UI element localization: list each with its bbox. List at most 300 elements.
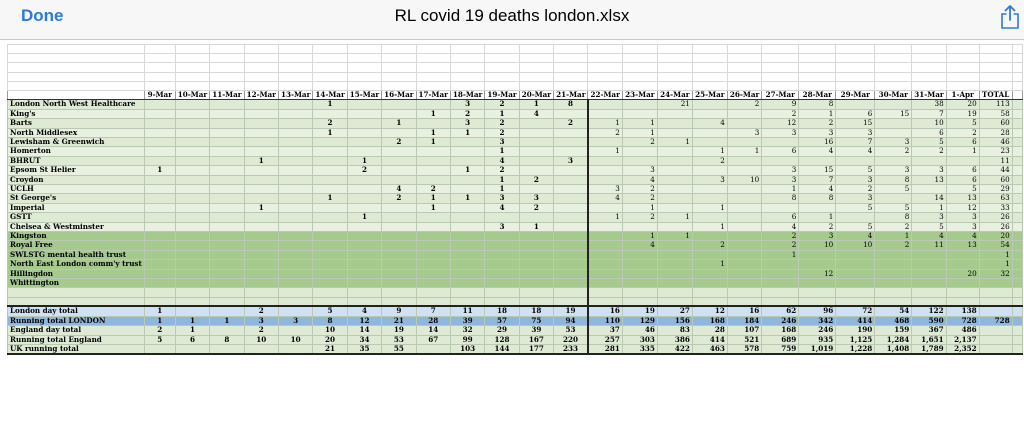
total-cell[interactable]: 19 [622,306,657,316]
total-cell[interactable]: 1,284 [875,335,912,344]
empty-cell[interactable] [144,54,175,63]
total-cell[interactable]: 3 [278,316,312,325]
empty-cell[interactable] [382,72,416,81]
total-cell[interactable] [278,326,312,335]
empty-cell[interactable] [175,288,209,297]
data-cell[interactable]: 2 [485,119,519,128]
data-cell[interactable]: 5 [946,185,979,194]
table-row[interactable] [8,241,1023,250]
total-cell[interactable]: 5 [144,335,175,344]
data-cell[interactable]: 1 [416,203,450,212]
empty-cell[interactable] [692,45,727,54]
total-cell[interactable]: 67 [416,335,450,344]
data-cell[interactable] [657,194,692,203]
data-cell[interactable] [692,100,727,109]
data-cell[interactable]: 1 [622,232,657,241]
total-cell[interactable]: 414 [836,316,875,325]
total-cell[interactable]: 53 [382,335,416,344]
data-cell[interactable] [554,269,588,278]
data-cell[interactable]: 11 [979,156,1012,165]
data-cell[interactable] [382,260,416,269]
data-cell[interactable] [519,250,553,259]
column-header[interactable]: 21-Mar [554,90,588,99]
data-cell[interactable] [799,260,836,269]
data-cell[interactable] [727,137,761,146]
total-cell[interactable]: 55 [382,344,416,354]
data-cell[interactable] [657,241,692,250]
data-cell[interactable] [727,156,761,165]
column-header[interactable] [1012,90,1022,99]
empty-cell[interactable] [175,297,209,306]
data-cell[interactable] [144,222,175,231]
total-cell[interactable]: 1,228 [836,344,875,354]
data-cell[interactable] [278,260,312,269]
row-label[interactable]: SWLSTG mental health trust [8,250,145,259]
empty-cell[interactable] [210,72,244,81]
total-cell[interactable]: 144 [485,344,519,354]
data-cell[interactable] [278,175,312,184]
column-header[interactable]: 12-Mar [244,90,278,99]
data-cell[interactable] [875,269,912,278]
data-cell[interactable]: 5 [875,203,912,212]
data-cell[interactable] [692,232,727,241]
data-cell[interactable]: 2 [692,156,727,165]
empty-cell[interactable] [622,63,657,72]
total-cell[interactable]: 99 [450,335,484,344]
data-cell[interactable]: 1 [416,194,450,203]
data-cell[interactable] [244,241,278,250]
data-cell[interactable]: 1 [347,213,381,222]
data-cell[interactable]: 3 [727,128,761,137]
total-label[interactable]: London day total [8,306,145,316]
data-cell[interactable] [278,137,312,146]
data-cell[interactable] [727,109,761,118]
data-cell[interactable] [1012,156,1022,165]
total-cell[interactable] [210,344,244,354]
table-row[interactable] [8,269,1023,278]
empty-cell[interactable] [946,63,979,72]
total-cell[interactable]: 122 [912,306,946,316]
data-cell[interactable] [416,119,450,128]
empty-cell[interactable] [485,288,519,297]
data-cell[interactable] [450,279,484,288]
data-cell[interactable]: 2 [450,109,484,118]
empty-cell[interactable] [416,81,450,90]
total-cell[interactable]: 18 [519,306,553,316]
data-cell[interactable] [554,185,588,194]
data-cell[interactable] [554,232,588,241]
empty-cell[interactable] [313,297,347,306]
data-cell[interactable]: 1 [657,213,692,222]
table-row[interactable] [8,137,1023,146]
total-cell[interactable] [144,344,175,354]
data-cell[interactable] [382,269,416,278]
total-cell[interactable]: 1,651 [912,335,946,344]
total-cell[interactable]: 2 [244,306,278,316]
empty-cell[interactable] [657,297,692,306]
data-cell[interactable]: 26 [979,213,1012,222]
data-cell[interactable] [210,241,244,250]
data-cell[interactable] [519,232,553,241]
data-cell[interactable] [313,147,347,156]
data-cell[interactable]: 15 [799,166,836,175]
data-cell[interactable] [875,119,912,128]
empty-cell[interactable] [347,288,381,297]
data-cell[interactable] [519,156,553,165]
total-cell[interactable] [1012,326,1022,335]
total-cell[interactable]: 1 [144,316,175,325]
data-cell[interactable] [762,137,799,146]
data-cell[interactable] [485,213,519,222]
data-cell[interactable] [485,241,519,250]
total-cell[interactable]: 1,125 [836,335,875,344]
data-cell[interactable] [519,147,553,156]
empty-cell[interactable] [692,297,727,306]
data-cell[interactable]: 1 [912,203,946,212]
data-cell[interactable] [727,222,761,231]
empty-cell[interactable] [278,45,312,54]
row-label[interactable]: Barts [8,119,145,128]
empty-cell[interactable] [799,297,836,306]
empty-cell[interactable] [692,72,727,81]
data-cell[interactable] [347,147,381,156]
data-cell[interactable]: 20 [979,232,1012,241]
data-cell[interactable] [347,222,381,231]
data-cell[interactable] [588,222,622,231]
data-cell[interactable]: 1 [622,119,657,128]
data-cell[interactable]: 29 [979,185,1012,194]
data-cell[interactable]: 8 [799,194,836,203]
data-cell[interactable] [175,279,209,288]
data-cell[interactable]: 1 [313,194,347,203]
data-cell[interactable] [175,128,209,137]
data-cell[interactable] [347,260,381,269]
table-row[interactable] [8,147,1023,156]
data-cell[interactable]: 58 [979,109,1012,118]
total-cell[interactable]: 103 [450,344,484,354]
total-cell[interactable]: 2,352 [946,344,979,354]
data-cell[interactable] [588,260,622,269]
empty-cell[interactable] [692,54,727,63]
total-cell[interactable]: 246 [799,326,836,335]
data-cell[interactable] [692,250,727,259]
empty-cell[interactable] [554,45,588,54]
data-cell[interactable] [946,250,979,259]
data-cell[interactable] [519,119,553,128]
empty-cell[interactable] [554,72,588,81]
empty-cell[interactable] [519,297,553,306]
empty-cell[interactable] [210,63,244,72]
data-cell[interactable]: 3 [622,166,657,175]
empty-cell[interactable] [836,297,875,306]
row-label[interactable]: St George's [8,194,145,203]
empty-cell[interactable] [8,72,145,81]
row-label[interactable]: Croydon [8,175,145,184]
data-cell[interactable]: 60 [979,119,1012,128]
data-cell[interactable] [210,232,244,241]
empty-cell[interactable] [622,72,657,81]
empty-cell[interactable] [382,63,416,72]
total-cell[interactable]: 129 [622,316,657,325]
column-header[interactable]: 31-Mar [912,90,946,99]
total-cell[interactable]: 1,019 [799,344,836,354]
data-cell[interactable] [144,185,175,194]
total-cell[interactable]: 35 [347,344,381,354]
empty-cell[interactable] [416,297,450,306]
data-cell[interactable] [144,232,175,241]
data-cell[interactable] [1012,279,1022,288]
data-cell[interactable] [692,109,727,118]
data-cell[interactable]: 1 [622,128,657,137]
data-cell[interactable]: 4 [485,203,519,212]
empty-cell[interactable] [278,72,312,81]
total-cell[interactable]: 257 [588,335,622,344]
data-cell[interactable] [519,279,553,288]
data-cell[interactable] [692,166,727,175]
total-cell[interactable]: 728 [979,316,1012,325]
empty-cell[interactable] [244,81,278,90]
data-cell[interactable] [144,175,175,184]
data-cell[interactable] [382,100,416,109]
empty-cell[interactable] [144,45,175,54]
empty-cell[interactable] [8,45,145,54]
total-cell[interactable]: 2 [144,326,175,335]
data-cell[interactable] [210,128,244,137]
data-cell[interactable] [622,156,657,165]
total-cell[interactable]: 20 [313,335,347,344]
empty-cell[interactable] [946,72,979,81]
empty-cell[interactable] [313,54,347,63]
empty-cell[interactable] [1012,63,1022,72]
empty-cell[interactable] [554,288,588,297]
data-cell[interactable] [210,269,244,278]
data-cell[interactable] [416,213,450,222]
total-cell[interactable]: 728 [946,316,979,325]
data-cell[interactable]: 10 [799,241,836,250]
data-cell[interactable] [278,109,312,118]
data-cell[interactable] [244,279,278,288]
data-cell[interactable] [836,279,875,288]
empty-cell[interactable] [210,297,244,306]
data-cell[interactable]: 2 [912,147,946,156]
data-cell[interactable]: 1 [485,185,519,194]
data-cell[interactable] [278,232,312,241]
data-cell[interactable] [313,232,347,241]
data-cell[interactable] [450,175,484,184]
data-cell[interactable] [554,109,588,118]
share-icon[interactable] [1000,4,1020,30]
data-cell[interactable] [313,185,347,194]
total-cell[interactable]: 28 [416,316,450,325]
empty-cell[interactable] [946,297,979,306]
data-cell[interactable]: 2 [416,185,450,194]
row-label[interactable]: Imperial [8,203,145,212]
empty-cell[interactable] [519,45,553,54]
total-cell[interactable] [175,344,209,354]
data-cell[interactable] [692,185,727,194]
total-cell[interactable]: 12 [692,306,727,316]
data-cell[interactable] [175,175,209,184]
total-cell[interactable]: 83 [657,326,692,335]
row-label[interactable]: Hillingdon [8,269,145,278]
total-cell[interactable]: 3 [244,316,278,325]
data-cell[interactable] [347,175,381,184]
empty-cell[interactable] [622,45,657,54]
data-cell[interactable] [875,128,912,137]
total-cell[interactable]: 96 [799,306,836,316]
empty-cell[interactable] [727,63,761,72]
empty-cell[interactable] [875,81,912,90]
empty-cell[interactable] [657,288,692,297]
total-cell[interactable]: 184 [727,316,761,325]
data-cell[interactable] [382,156,416,165]
data-cell[interactable]: 4 [485,156,519,165]
data-cell[interactable]: 1 [692,147,727,156]
empty-cell[interactable] [946,81,979,90]
total-row[interactable] [8,344,1023,354]
data-cell[interactable]: 1 [588,119,622,128]
data-cell[interactable] [588,241,622,250]
total-cell[interactable]: 10 [244,335,278,344]
empty-cell[interactable] [450,72,484,81]
data-cell[interactable] [1012,147,1022,156]
data-cell[interactable] [144,241,175,250]
data-cell[interactable] [244,137,278,146]
data-cell[interactable] [727,166,761,175]
data-cell[interactable] [1012,128,1022,137]
data-cell[interactable] [278,100,312,109]
data-cell[interactable] [836,213,875,222]
data-cell[interactable] [347,232,381,241]
data-cell[interactable] [875,156,912,165]
column-header[interactable]: 17-Mar [416,90,450,99]
empty-cell[interactable] [519,288,553,297]
data-cell[interactable] [244,147,278,156]
table-row[interactable] [8,100,1023,109]
empty-cell[interactable] [554,81,588,90]
data-cell[interactable]: 1 [416,128,450,137]
data-cell[interactable]: 3 [912,166,946,175]
data-cell[interactable]: 1 [416,137,450,146]
total-cell[interactable]: 190 [836,326,875,335]
empty-cell[interactable] [799,45,836,54]
table-row[interactable] [8,250,1023,259]
data-cell[interactable]: 13 [912,175,946,184]
total-cell[interactable]: 1,789 [912,344,946,354]
total-cell[interactable]: 335 [622,344,657,354]
total-cell[interactable]: 18 [485,306,519,316]
empty-cell[interactable] [946,54,979,63]
empty-cell[interactable] [519,54,553,63]
data-cell[interactable]: 3 [692,175,727,184]
data-cell[interactable] [175,250,209,259]
data-cell[interactable]: 10 [727,175,761,184]
data-cell[interactable] [657,128,692,137]
total-cell[interactable] [175,306,209,316]
table-row[interactable] [8,260,1023,269]
data-cell[interactable]: 1 [588,213,622,222]
data-cell[interactable] [836,260,875,269]
total-cell[interactable]: 177 [519,344,553,354]
data-cell[interactable]: 5 [912,222,946,231]
row-label[interactable]: North East London comm'y trust [8,260,145,269]
data-cell[interactable] [382,166,416,175]
data-cell[interactable]: 14 [912,194,946,203]
data-cell[interactable]: 1 [485,147,519,156]
data-cell[interactable]: 2 [519,203,553,212]
total-cell[interactable]: 21 [382,316,416,325]
total-cell[interactable]: 156 [657,316,692,325]
data-cell[interactable] [175,203,209,212]
data-cell[interactable] [875,250,912,259]
data-cell[interactable] [382,109,416,118]
data-cell[interactable] [382,213,416,222]
total-cell[interactable]: 37 [588,326,622,335]
data-cell[interactable] [450,156,484,165]
empty-cell[interactable] [799,63,836,72]
data-cell[interactable]: 2 [946,128,979,137]
data-cell[interactable] [912,279,946,288]
table-row[interactable] [8,156,1023,165]
data-cell[interactable] [727,269,761,278]
data-cell[interactable] [144,137,175,146]
row-label[interactable]: UCLH [8,185,145,194]
data-cell[interactable] [244,109,278,118]
data-cell[interactable] [799,250,836,259]
data-cell[interactable]: 8 [875,175,912,184]
data-cell[interactable] [519,213,553,222]
data-cell[interactable]: 1 [762,185,799,194]
data-cell[interactable] [244,100,278,109]
data-cell[interactable]: 5 [946,119,979,128]
data-cell[interactable]: 2 [762,232,799,241]
total-cell[interactable]: 578 [727,344,761,354]
data-cell[interactable]: 2 [382,194,416,203]
empty-cell[interactable] [762,63,799,72]
total-cell[interactable]: 342 [799,316,836,325]
data-cell[interactable]: 4 [762,222,799,231]
data-cell[interactable] [588,137,622,146]
total-cell[interactable] [278,344,312,354]
data-cell[interactable]: 3 [485,222,519,231]
data-cell[interactable] [519,137,553,146]
data-cell[interactable]: 3 [946,213,979,222]
data-cell[interactable] [416,269,450,278]
data-cell[interactable]: 3 [875,137,912,146]
table-row[interactable] [8,194,1023,203]
empty-cell[interactable] [622,81,657,90]
total-cell[interactable] [1012,316,1022,325]
data-cell[interactable] [912,156,946,165]
data-cell[interactable]: 20 [946,269,979,278]
data-cell[interactable] [382,147,416,156]
data-cell[interactable]: 4 [519,109,553,118]
total-cell[interactable]: 28 [692,326,727,335]
empty-cell[interactable] [519,72,553,81]
total-cell[interactable]: 220 [554,335,588,344]
data-cell[interactable]: 23 [979,147,1012,156]
data-cell[interactable]: 20 [946,100,979,109]
total-cell[interactable]: 168 [692,316,727,325]
data-cell[interactable] [175,194,209,203]
data-cell[interactable]: 1 [450,194,484,203]
empty-cell[interactable] [692,81,727,90]
empty-cell[interactable] [1012,297,1022,306]
data-cell[interactable] [416,175,450,184]
data-cell[interactable] [244,260,278,269]
data-cell[interactable] [450,232,484,241]
data-cell[interactable]: 13 [946,194,979,203]
